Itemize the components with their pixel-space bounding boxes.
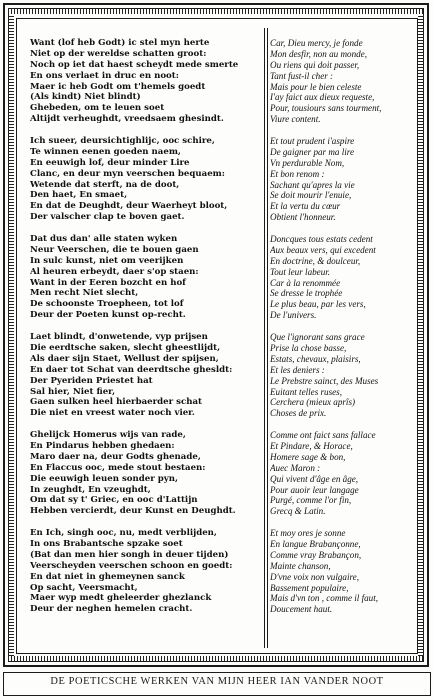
french-verse-line: Le Prebstre sainct, des Muses [270,375,379,386]
dutch-verse-line: Altijdt verheughdt, vreedsaem ghesindt. [30,114,224,125]
french-verse-line: Mainte chanson, [270,560,331,571]
french-verse-line: Car, Dieu mercy, je fonde [270,38,363,48]
dutch-poem-column [30,38,262,615]
french-verse-line: D'vne voix non vulgaire, [270,571,359,582]
dutch-verse-line: (Als kindt) Niet blindt) [30,92,141,103]
french-verse-line: Pour, tousiours sans tourment, [270,103,382,114]
french-verse-line: Le plus beau, par les vers, [270,299,366,310]
stanza-gap [270,223,416,234]
french-verse-line: Estats, chevaux, plaisirs, [270,353,361,364]
dutch-verse-line: Veerscheyden veerschen schoon en goedt: [30,560,233,571]
dutch-verse-line: In ons Brabantsche spzake soet [30,538,183,549]
dutch-verse-line: Deur der Poeten kunst op-recht. [30,310,186,321]
dutch-verse-line: Den haet, En smaet, [30,190,128,201]
dutch-verse-line: Ghelijck Homerus wijs van rade, [30,430,186,441]
dutch-stanza [30,528,262,615]
dutch-stanza [30,332,262,419]
french-stanza [270,332,416,419]
french-verse-line: Auec Maron : [270,462,321,473]
french-verse-line: Grecq & Latin. [270,506,326,517]
stanza-gap [30,125,262,136]
french-verse-line: Mais d'vn ton , comme il faut, [270,593,379,604]
french-stanza [270,528,416,615]
running-footer: DE POETICSCHE WERKEN VAN MIJN HEER IAN VANDER NOOT [50,676,384,687]
dutch-verse-line: In zeughdt, En vzeughdt, [30,484,151,495]
french-verse-line: Se doit mourir l'enuie, [270,190,352,201]
dutch-verse-line: Der valscher clap te boven gaet. [30,212,185,223]
dutch-verse-line: Maer ic heb Godt om t'hemels goedt [30,81,206,92]
french-verse-line: Et bon renom : [270,168,325,179]
stanza-gap [270,125,416,136]
dutch-verse-line: Om dat sy t' Griec, en ooc d'Lattijn [30,495,198,506]
french-verse-line: Se dresse le trophée [270,288,343,299]
hatched-border-top [8,8,424,14]
french-stanza [270,38,416,125]
column-divider [264,28,265,648]
hatched-border-right [418,14,424,656]
french-stanza [270,234,416,321]
dutch-verse-line: Ghebeden, om te leuen soet [30,103,165,114]
dutch-verse-line: Men recht Niet slecht, [30,288,139,299]
hatched-border-left [8,14,14,656]
dutch-verse-line: Noch op iet dat haest scheydt mede smerte [30,59,239,70]
stanza-gap [30,419,262,430]
dutch-verse-line: Der Pyeriden Priestet hat [30,375,153,386]
dutch-verse-line: Sal hier, Niet fier, [30,386,116,397]
french-verse-line: Car à la renommée [270,277,341,288]
stanza-gap [270,321,416,332]
dutch-verse-line: Op sacht, Veersmacht, [30,582,138,593]
dutch-verse-line: Dat dus dan' alle staten wyken [30,234,178,245]
dutch-verse-line: En dat niet in ghemeynen sanck [30,571,185,582]
french-verse-line: Et tout prudent i'aspire [270,136,355,147]
french-verse-line: Comme ont faict sans fallace [270,430,376,441]
french-stanza [270,430,416,517]
french-verse-line: I'ay faict aux dieux requeste, [270,92,375,103]
dutch-verse-line: En Ich, singh ooc, nu, medt verblijden, [30,528,217,539]
french-verse-line: En doctrine, & doulceur, [270,255,361,266]
french-verse-line: Doucement haut. [270,604,333,615]
french-verse-line: Aux beaux vers, qui excedent [270,244,376,255]
french-verse-line: Vn perdurable Nom, [270,157,345,168]
stanza-gap [270,419,416,430]
french-verse-line: Mon desfir, non au monde, [270,48,367,59]
french-verse-line: Et moy ores je sonne [270,528,346,539]
dutch-verse-line: Maro daer na, deur Godts ghenade, [30,451,201,462]
dutch-verse-line: Ich sueer, deursichtighlijc, ooc schire, [30,136,215,147]
dutch-verse-line: Die eerdtsche saken, slecht gheestlijdt, [30,342,221,353]
french-verse-line: Tant fust-il cher : [270,70,334,81]
french-verse-line: Bassement populaire, [270,582,349,593]
stanza-gap [30,321,262,332]
dutch-verse-line: Gaen sulken heel hierbaerder schat [30,397,203,408]
french-verse-line: Et la vertu du cœur [270,201,341,212]
dutch-verse-line: (Bat dan men hier songh in deuer tijden) [30,549,229,560]
french-verse-line: Doncques tous estats cedent [270,234,373,245]
french-verse-line: Cerchera (mieux aprîs) [270,397,356,408]
french-poem-column [270,38,416,615]
dutch-verse-line: Die eeuwigh leuen sonder pyn, [30,473,179,484]
dutch-stanza [30,136,262,223]
hatched-border-bottom [8,656,424,662]
french-verse-line: Pour auoir leur langage [270,484,359,495]
french-verse-line: Homere sage & bon, [270,451,346,462]
dutch-verse-line: Want (lof heb Godt) ic stel myn herte [30,38,210,48]
dutch-verse-line: Al heuren erbeydt, daer s'op staen: [30,266,199,277]
french-verse-line: Ou riens qui doit passer, [270,59,360,70]
dutch-verse-line: De schoonste Troepheen, tot lof [30,299,184,310]
dutch-verse-line: Te winnen eenen goeden naem, [30,146,181,157]
french-verse-line: Comme vray Brabançon, [270,549,362,560]
dutch-verse-line: En dat de Deughdt, deur Waerheyt bloot, [30,201,228,212]
stanza-gap [30,517,262,528]
stanza-gap [30,223,262,234]
dutch-verse-line: Laet blindt, d'onwetende, vyp prijsen [30,332,208,343]
french-stanza [270,136,416,223]
french-verse-line: De gaigner par ma lire [270,146,355,157]
french-verse-line: Que l'ignorant sans grace [270,332,365,343]
french-verse-line: Et Pindare, & Horace, [270,440,353,451]
dutch-verse-line: En ons verlaet in druc en noot: [30,70,179,81]
dutch-verse-line: En daer tot Schat van deerdtsche ghesldt: [30,364,233,375]
dutch-verse-line: Als daer sijn Staet, Wellust der spijsen, [30,353,219,364]
french-verse-line: En langue Brabançonne, [270,538,361,549]
column-divider-double [267,28,268,648]
french-verse-line: Sachant qu'apres la vie [270,179,355,190]
french-verse-line: Purgé, comme l'or fin, [270,495,352,506]
dutch-verse-line: Niet op der wereldse schatten groot: [30,48,207,59]
french-verse-line: Et les deniers : [270,364,325,375]
dutch-verse-line: Deur der neghen hemelen cracht. [30,604,193,615]
dutch-stanza [30,430,262,517]
french-verse-line: De l'univers. [270,310,317,321]
dutch-verse-line: Clanc, en deur myn veerschen bequaem: [30,168,225,179]
dutch-verse-line: Die niet en vreest water noch vier. [30,408,195,419]
dutch-verse-line: Wetende dat sterft, na de doot, [30,179,180,190]
french-verse-line: Prise la chose basse, [270,342,347,353]
dutch-stanza [30,38,262,125]
french-verse-line: Choses de prix. [270,408,327,419]
french-verse-line: Mais pour le bien celeste [270,81,362,92]
dutch-verse-line: Neur Veerschen, die te bouen gaen [30,244,199,255]
dutch-verse-line: Maer wyp medt gheleerder ghezlanck [30,593,212,604]
dutch-verse-line: En eeuwigh lof, deur minder Lire [30,157,190,168]
dutch-verse-line: En Pindarus hebben ghedaen: [30,440,175,451]
french-verse-line: Euitant telles ruses, [270,386,342,397]
french-verse-line: Tout leur labeur. [270,266,331,277]
french-verse-line: Obtient l'honneur. [270,212,336,223]
french-verse-line: Viure content. [270,114,321,125]
dutch-verse-line: Want in der Eeren bozcht en hof [30,277,186,288]
dutch-verse-line: In sulc kunst, niet om veerijken [30,255,184,266]
french-verse-line: Qui vivent d'âge en âge, [270,473,359,484]
dutch-verse-line: En Flaccus ooc, mede stout bestaen: [30,462,206,473]
dutch-verse-line: Hebben vercierdt, deur Kunst en Deughdt. [30,506,236,517]
dutch-stanza [30,234,262,321]
stanza-gap [270,517,416,528]
